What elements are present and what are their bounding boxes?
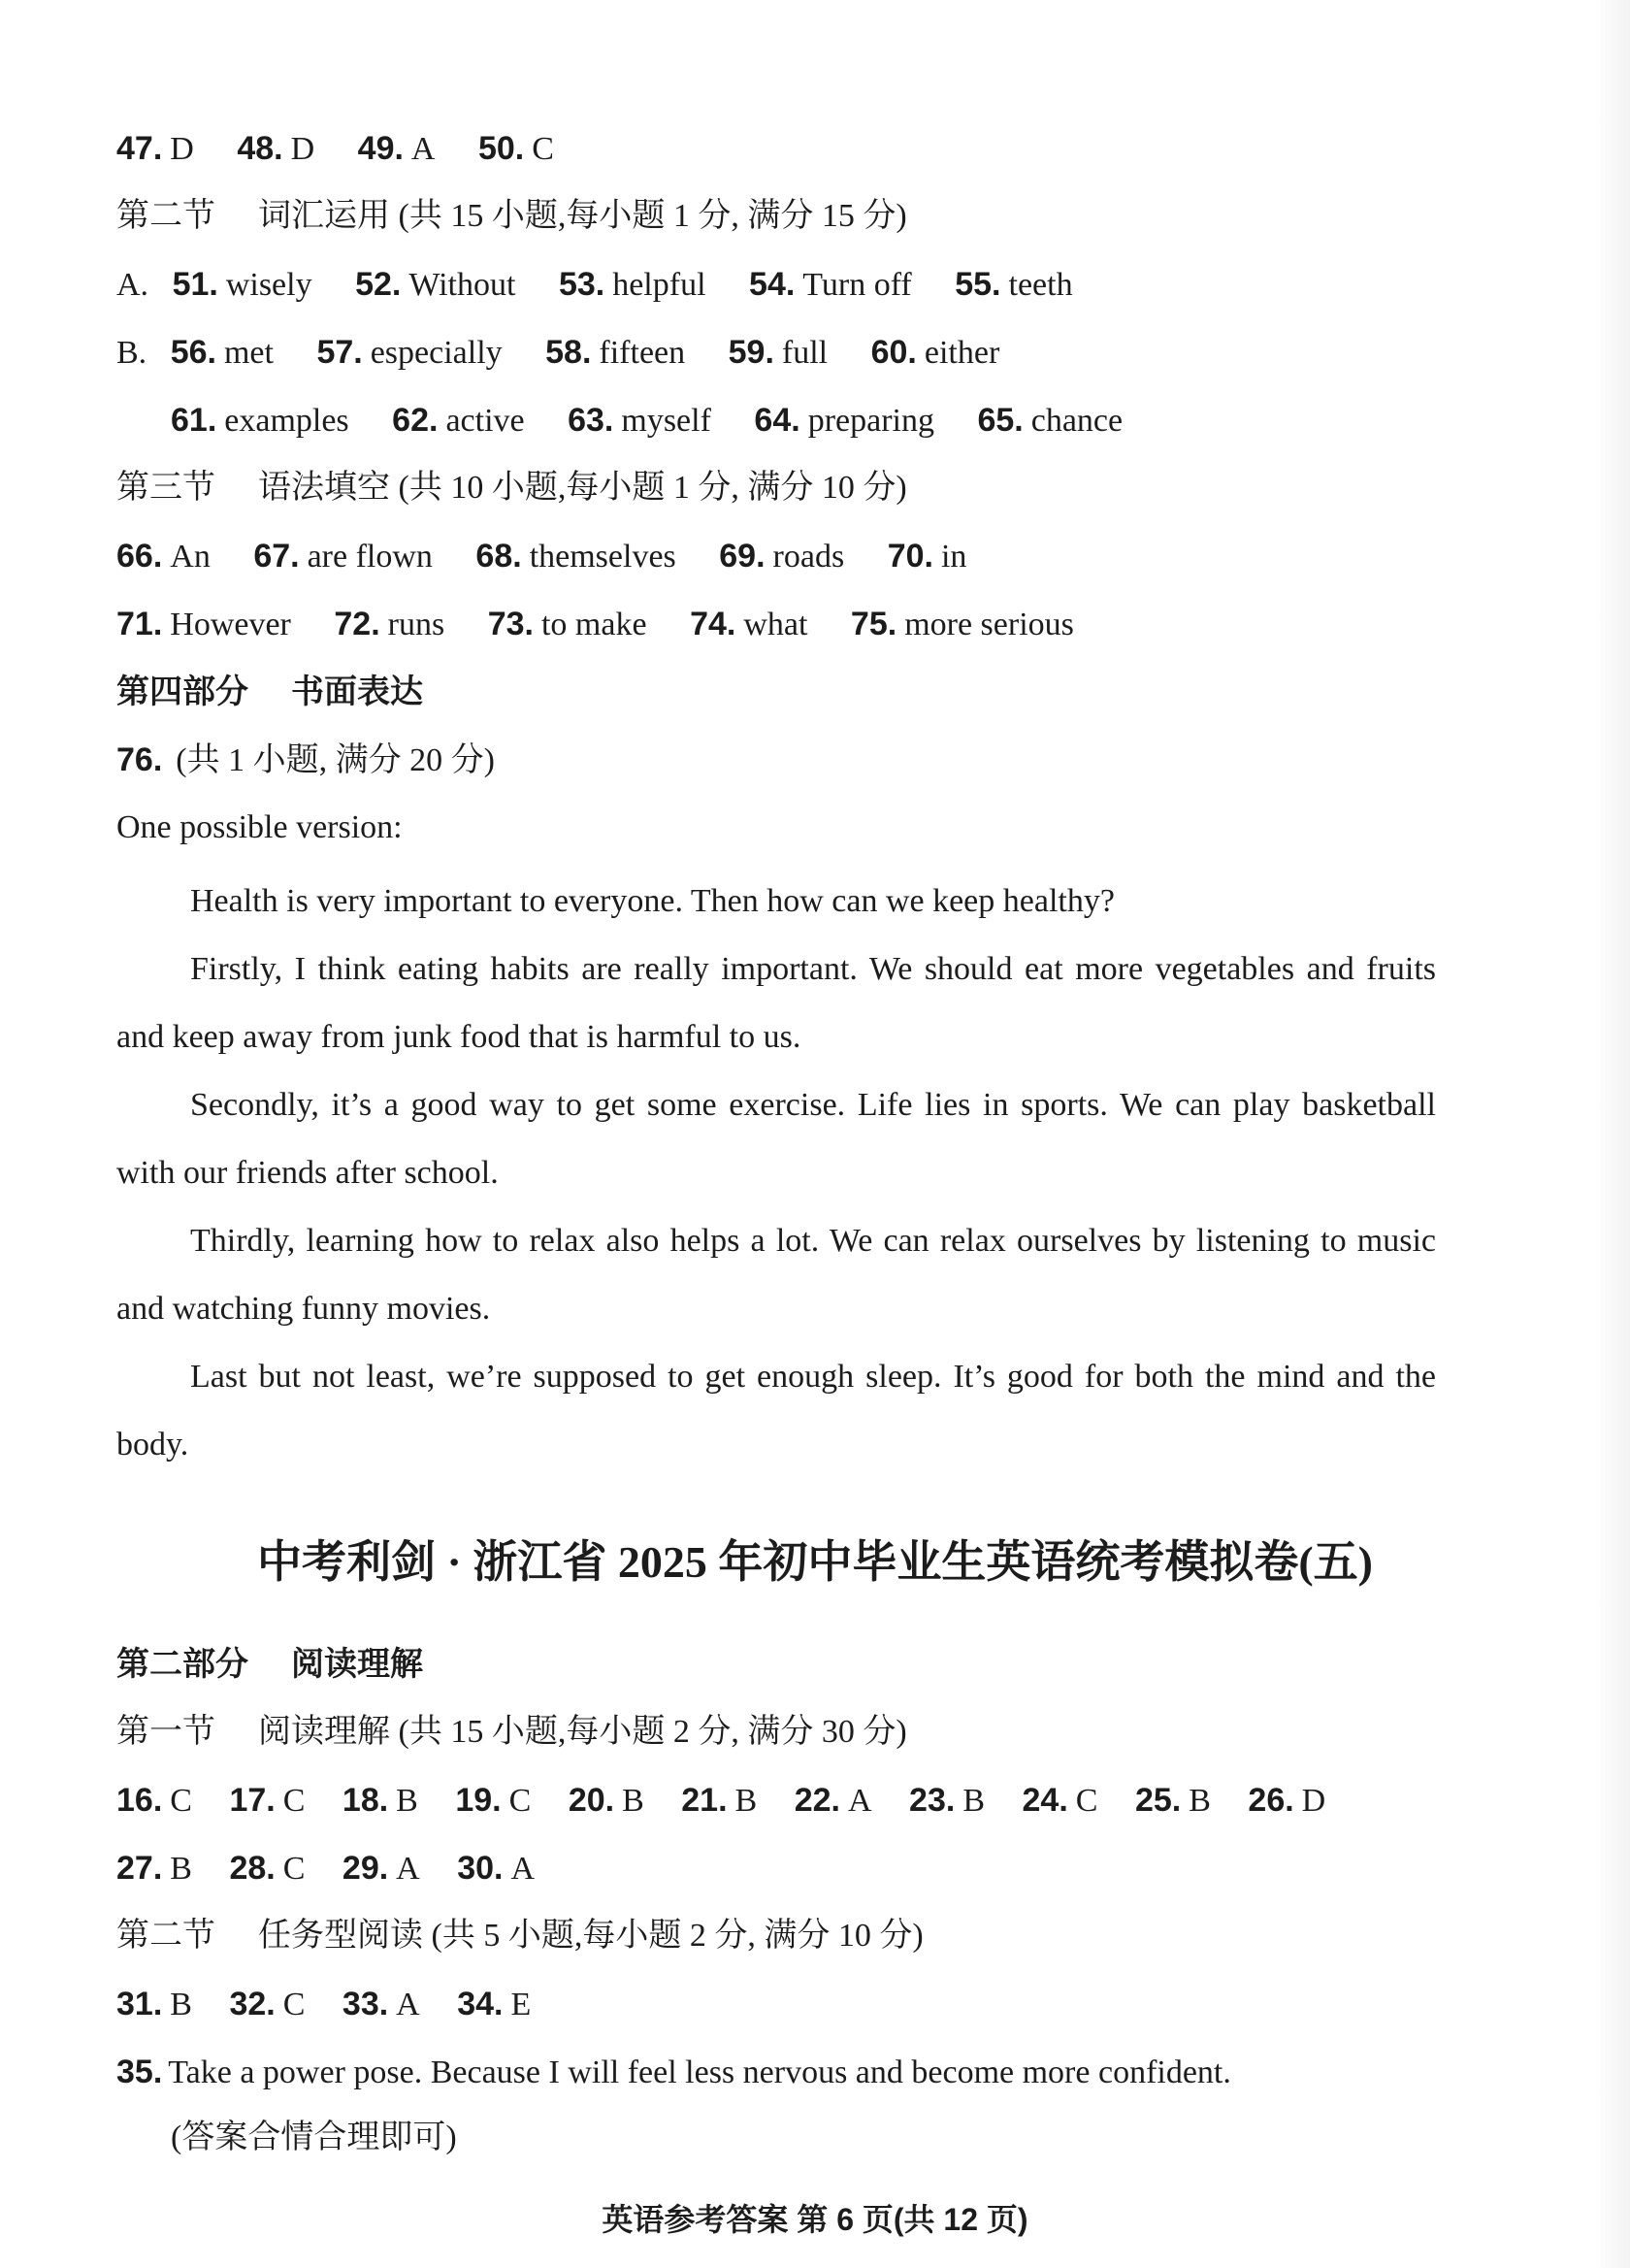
answer-item: 21. B — [681, 1782, 758, 1819]
answer-item: 22. A — [794, 1782, 872, 1819]
answer-item: 61. examples — [171, 402, 349, 439]
answer-item: 26. D — [1248, 1782, 1326, 1819]
answer-row-27-30 — [116, 1846, 564, 1891]
answer-item: 25. B — [1134, 1782, 1211, 1819]
essay-paragraph: Last but not least, we’re supposed to get enough sleep. It’s good for both the mind and the body. — [116, 1359, 1436, 1463]
answer-item: 60. either — [870, 334, 1000, 371]
answer-item: 68. themselves — [475, 538, 676, 575]
answer-item: 34. E — [457, 1986, 532, 2022]
section-heading-task-reading: 第二节 任务型阅读 (共 5 小题,每小题 2 分, 满分 10 分) — [116, 1918, 924, 1954]
essay-intro: One possible version: — [116, 809, 403, 845]
answer-item: 30. A — [457, 1850, 536, 1887]
answer-item: 27. B — [116, 1850, 192, 1887]
answer-item: 18. B — [342, 1782, 418, 1819]
part-heading-writing: 第四部分 书面表达 — [116, 674, 423, 710]
answer-item: 63. myself — [568, 402, 711, 439]
answer-item: 23. B — [909, 1782, 985, 1819]
answer-item: 62. active — [392, 402, 525, 439]
question-35-answer: 35. Take a power pose. Because I will feel less nervous and become more confident. — [116, 2054, 1231, 2090]
answer-item: 51. wisely — [172, 266, 312, 303]
answer-item: 69. roads — [719, 538, 845, 575]
answer-item: 28. C — [229, 1850, 306, 1887]
answer-row-51-55: A. 51. wisely 52. Without 53. helpful 54. Turn off 55. teeth — [116, 262, 1108, 308]
answer-item: 58. fifteen — [545, 334, 686, 371]
part-heading-reading: 第二部分 阅读理解 — [116, 1646, 423, 1683]
answer-item: 73. to make — [487, 606, 647, 642]
answer-item: 57. especially — [316, 334, 503, 371]
answer-row-31-34 — [116, 1982, 560, 2027]
essay-paragraph: Firstly, I think eating habits are really important. We should eat more vegetables and fruits and keep away from junk food that is harmful to us. — [116, 951, 1436, 1055]
answer-item: 65. chance — [977, 402, 1124, 439]
answer-item: 19. C — [455, 1782, 532, 1819]
answer-item: 75. more serious — [850, 606, 1074, 642]
answer-item: 32. C — [229, 1986, 306, 2022]
answer-item: 64. preparing — [754, 402, 934, 439]
answer-item: 54. Turn off — [749, 266, 912, 303]
answer-item: 55. teeth — [955, 266, 1073, 303]
answer-item: 52. Without — [355, 266, 516, 303]
answer-item: 31. B — [116, 1986, 192, 2022]
answer-row-66-70 — [116, 534, 1001, 579]
answer-row-47-50 — [116, 126, 589, 172]
answer-item: 53. helpful — [558, 266, 706, 303]
answer-item: 24. C — [1022, 1782, 1098, 1819]
answer-item: 67. are flown — [253, 538, 433, 575]
answer-item: 66. An — [116, 538, 211, 575]
answer-row-56-60: B. 56. met 57. especially 58. fifteen 59. full 60. either — [116, 330, 1034, 376]
answer-item: 48. D — [237, 130, 315, 167]
question-76: 76. (共 1 小题, 满分 20 分) — [116, 741, 495, 778]
answer-item: 47. D — [116, 130, 194, 167]
answer-item: 33. A — [342, 1986, 420, 2022]
answer-item: 59. full — [728, 334, 829, 371]
answer-item: 74. what — [690, 606, 808, 642]
answer-item: 72. runs — [334, 606, 445, 642]
answer-item: 71. However — [116, 606, 291, 642]
answer-row-71-75 — [116, 602, 1109, 647]
answer-note: (答案合情合理即可) — [171, 2120, 457, 2155]
answer-item: 20. B — [568, 1782, 644, 1819]
answer-row-61-65 — [171, 398, 1157, 444]
answer-item: 70. in — [887, 538, 967, 575]
answer-item: 56. met — [170, 334, 274, 371]
essay-paragraph: Secondly, it’s a good way to get some exercise. Life lies in sports. We can play basketball with our friends after school. — [116, 1087, 1436, 1191]
section-heading-vocabulary: 第二节 词汇运用 (共 15 小题,每小题 1 分, 满分 15 分) — [116, 198, 907, 234]
section-heading-reading: 第一节 阅读理解 (共 15 小题,每小题 2 分, 满分 30 分) — [116, 1714, 907, 1750]
answer-item: 17. C — [229, 1782, 306, 1819]
page-edge-shadow — [1593, 0, 1630, 2268]
page-footer: 英语参考答案 第 6 页(共 12 页) — [602, 2202, 1028, 2237]
section-heading-grammar: 第三节 语法填空 (共 10 小题,每小题 1 分, 满分 10 分) — [116, 470, 907, 506]
essay-paragraph: Thirdly, learning how to relax also helps a lot. We can relax ourselves by listening to music and watching funny movies. — [116, 1223, 1436, 1327]
answer-item: 29. A — [342, 1850, 420, 1887]
exam-title: 中考利剑 · 浙江省 2025 年初中毕业生英语统考模拟卷(五) — [257, 1537, 1373, 1587]
answer-item: 50. C — [477, 130, 554, 167]
answer-item: 49. A — [357, 130, 436, 167]
essay-paragraph: Health is very important to everyone. Then how can we keep healthy? — [190, 883, 1115, 919]
answer-row-16-26 — [116, 1778, 1325, 1824]
answer-item: 16. C — [116, 1782, 192, 1819]
